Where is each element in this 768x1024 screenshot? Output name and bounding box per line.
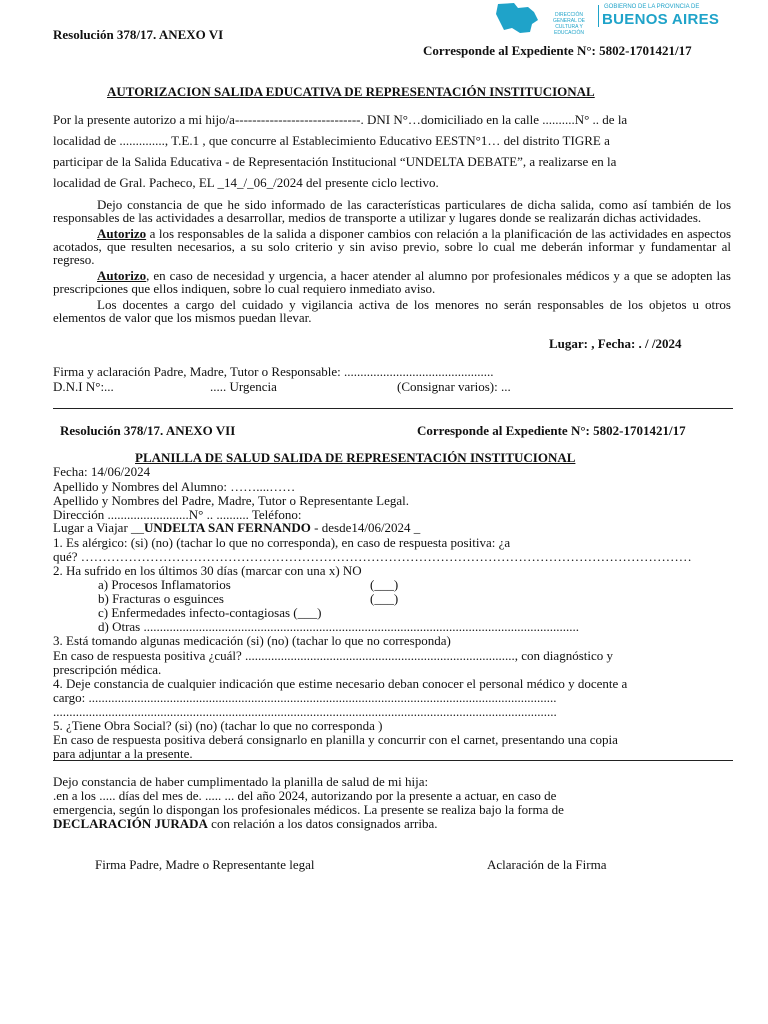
resolution-vii: Resolución 378/17. ANEXO VII [60,423,236,438]
resolution-vi: Resolución 378/17. ANEXO VI [53,27,224,42]
urgencia-label: ..... Urgencia [210,379,277,394]
firma-responsable: Firma y aclaración Padre, Madre, Tutor o Responsable: .............................................. [53,364,494,379]
paragraph-block [53,198,731,324]
question-5: 5. ¿Tiene Obra Social? (si) (no) (tachar lo que no corresponda ) [53,718,383,733]
declaracion-rest: con relación a los datos consignados arriba. [207,816,438,831]
body-line-1: Por la presente autorizo a mi hijo/a-----------------------------. DNI N°…domiciliado en la calle ..........N° .. de la [53,112,628,127]
buenos-aires-logo [494,2,726,34]
paragraph-constancia: Dejo constancia de que he sido informado de las características particulares de dicha salida, como así también de los responsables de las actividades a desarrollar, medios de transporte a utilizar y lugares donde se realizarán dichas actividades. [53,197,731,225]
question-5a: En caso de respuesta positiva deberá consignarlo en planilla y concurrir con el carnet, presentando una copia [53,732,618,747]
lugar-viajar-line [53,520,420,536]
fecha-line: Fecha: 14/06/2024 [53,464,151,479]
question-3: 3. Está tomando algunas medicación (si) (no) (tachar lo que no corresponda) [53,633,451,648]
declaracion-line [53,816,438,832]
logo-gov: GOBIERNO DE LA PROVINCIA DE [604,4,700,10]
question-4b: cargo: ................................................................................................................................................ [53,690,557,705]
question-4c: ........................................................................................................................................................... [53,704,557,719]
question-2a-box: (___) [370,577,399,592]
emergencia-line: emergencia, según lo dispongan los profesionales médicos. La presente se realiza bajo la forma de [53,802,564,817]
question-2a: a) Procesos Inflamatorios [98,577,231,592]
question-5b: para adjuntar a la presente. [53,746,193,761]
expediente-1: Corresponde al Expediente N°: 5802-1701421/17 [423,43,692,58]
paragraph-autorizo-2 [53,269,731,295]
province-map-icon [494,2,540,34]
lugar-fecha: Lugar: , Fecha: . / /2024 [549,336,682,351]
body-line-3: participar de la Salida Educativa - de Representación Institucional “UNDELTA DEBATE”, a realizarse en la [53,154,617,169]
consignar-label: (Consignar varios): ... [397,379,511,394]
logo-dept: DIRECCIÓN GENERAL DE CULTURA Y EDUCACIÓN [552,12,586,36]
firma-padre-label: Firma Padre, Madre o Representante legal [95,857,315,872]
lugar-viajar-suffix: - desde14/06/2024 _ [310,520,421,535]
question-3a: En caso de respuesta positiva ¿cuál? ..................................................................................., con diagnóstico y [53,648,613,663]
question-1b: qué? …………………………………………………………………………………………………………………………… [53,549,692,564]
expediente-2: Corresponde al Expediente N°: 5802-1701421/17 [417,423,686,438]
aclaracion-label: Aclaración de la Firma [487,857,607,872]
title-planilla: PLANILLA DE SALUD SALIDA DE REPRESENTACIÓN INSTITUCIONAL [135,450,576,465]
section-divider-2 [53,760,733,761]
question-2: 2. Ha sufrido en los últimos 30 días (marcar con una x) NO [53,563,362,578]
question-1a: 1. Es alérgico: (si) (no) (tachar lo que no corresponda), en caso de respuesta positiva: ¿a [53,535,511,550]
title-autorizacion: AUTORIZACION SALIDA EDUCATIVA DE REPRESENTACIÓN INSTITUCIONAL [107,84,595,99]
lugar-viajar-destination: UNDELTA SAN FERNANDO [144,520,311,535]
section-divider [53,408,733,409]
constancia-line: Dejo constancia de haber cumplimentado la planilla de salud de mi hija: [53,774,429,789]
question-3b: prescripción médica. [53,662,162,677]
alumno-line: Apellido y Nombres del Alumno: ……....…… [53,479,296,494]
body-line-2: localidad de .............., T.E.1 , que concurre al Establecimiento Educativo EESTN°1… del distrito TIGRE a [53,133,610,148]
en-line: .en a los ..... días del mes de. ..... ... del año 2024, autorizando por la presente a actuar, en caso de [53,788,557,803]
question-2b: b) Fracturas o esguinces [98,591,224,606]
logo-name: BUENOS AIRES [602,11,720,28]
direccion-line: Dirección .........................N° .. .......... Teléfono: [53,507,302,522]
logo-separator [598,5,599,27]
autorizo-text-1: a los responsables de la salida a disponer cambios con relación a la planificación de las actividades en aspectos acotados, que resulten necesarios, a su solo criterio y sin aviso previo, sobre lo cual me deberán informar y fundamentar al regreso. [53,226,731,267]
dni-label: D.N.I N°:... [53,379,114,394]
paragraph-autorizo-1 [53,227,731,266]
autorizo-word-2: Autorizo [97,268,147,283]
question-2d: d) Otras ...................................................................................................................................... [98,619,579,634]
paragraph-docentes: Los docentes a cargo del cuidado y vigilancia activa de los menores no serán responsables de los objetos u otros elementos de valor que los mismos puedan llevar. [53,297,731,325]
body-line-4: localidad de Gral. Pacheco, EL _14_/_06_/2024 del presente ciclo lectivo. [53,175,439,190]
declaracion-jurada: DECLARACIÓN JURADA [53,816,208,831]
question-2b-box: (___) [370,591,399,606]
autorizo-word-1: Autorizo [97,226,147,241]
question-2c: c) Enfermedades infecto-contagiosas (___) [98,605,322,620]
autorizo-text-2: , en caso de necesidad y urgencia, a hacer atender al alumno por profesionales médicos y a que se adopten las prescripciones que ellos indiquen, sobre lo cual requiero inmediato aviso. [53,268,731,296]
question-4a: 4. Deje constancia de cualquier indicación que estime necesario deban conocer el personal médico y docente a [53,676,628,691]
lugar-viajar-prefix: Lugar a Viajar __ [53,520,145,535]
padre-line: Apellido y Nombres del Padre, Madre, Tutor o Representante Legal. [53,493,409,508]
